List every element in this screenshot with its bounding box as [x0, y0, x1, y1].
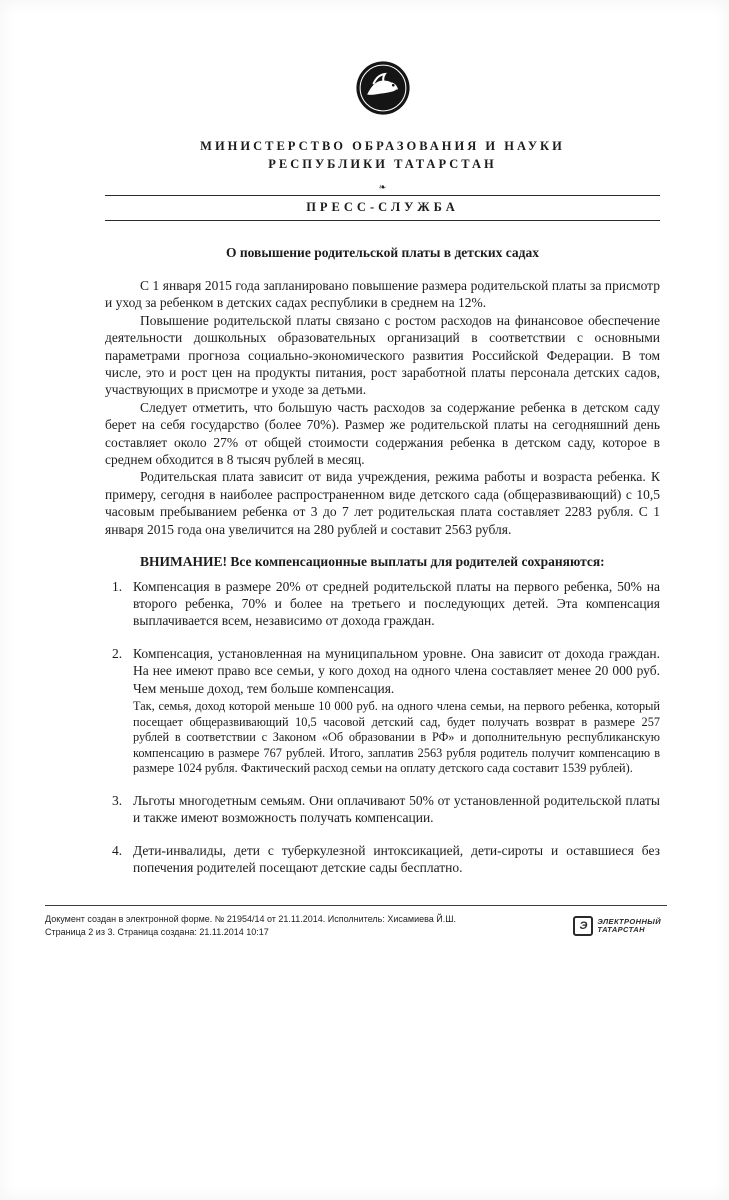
page-title: О повышение родительской платы в детских садах — [225, 245, 539, 260]
logo-text — [597, 918, 661, 935]
tatarstan-emblem-icon — [355, 60, 411, 116]
logo-line-1: ЭЛЕКТРОННЫЙ — [597, 916, 661, 926]
ministry-line-2: РЕСПУБЛИКИ ТАТАРСТАН — [268, 157, 497, 171]
logo-line-2: ТАТАРСТАН — [597, 925, 645, 934]
list-item-text: Компенсация, установленная на муниципальном уровне. Она зависит от дохода граждан. На нее имеют право все семьи, у кого доход на одного члена составляет менее 20 000 руб. Чем меньше доход, тем больше компенсация. — [133, 645, 660, 696]
attention-heading: ВНИМАНИЕ! Все компенсационные выплаты для родителей сохраняются: — [140, 554, 605, 570]
footer-line-1: Документ создан в электронной форме. № 21954/14 от 21.11.2014. Исполнитель: Хисамиева Й.Ш. — [45, 914, 457, 924]
list-item-text: Дети-инвалиды, дети с туберкулезной интоксикацией, дети-сироты и оставшиеся без попечения родителей посещают детские сады бесплатно. — [133, 842, 660, 876]
list-number: 4. — [112, 842, 123, 858]
body-paragraph: Следует отметить, что большую часть расходов за содержание ребенка в детском саду берет на себя государство (более 70%). Размер же родительской платы на сегодняшний день составляет около 27% от общей стоимости содержания ребенка в детском саду, которое в среднем обходится в 8 тысяч рублей в месяц. — [105, 399, 660, 468]
list-item — [105, 645, 660, 777]
ministry-line-1: МИНИСТЕРСТВО ОБРАЗОВАНИЯ И НАУКИ — [200, 139, 565, 153]
body-paragraph: Родительская плата зависит от вида учреждения, режима работы и возраста ребенка. К примеру, сегодня в наиболее распространенном виде детского сада (общеразвивающий) с 10,5 часовым пребыванием ребенка от 3 до 7 лет родительская плата составляет 2283 рубля. С 1 января 2015 года она увеличится на 280 рублей и составит 2563 рубля. — [105, 469, 660, 537]
list-item — [105, 578, 660, 630]
press-service-label: ПРЕСС-СЛУЖБА — [306, 200, 459, 214]
footer-text — [45, 913, 475, 938]
list-number: 1. — [112, 578, 123, 594]
ornament-icon: ❧ — [378, 182, 387, 192]
press-service-banner — [105, 195, 660, 221]
emblem-container — [105, 60, 660, 121]
ministry-name — [105, 137, 660, 173]
list-item — [105, 842, 660, 877]
list-item — [105, 792, 660, 827]
list-number: 3. — [112, 792, 123, 808]
body-paragraph: Повышение родительской платы связано с ростом расходов на финансовое обеспечение деятельности дошкольных образовательных организаций в соответствии с основными параметрами прогноза социально-экономического развития Российской Федерации. В том числе, это и рост цен на продукты питания, рост заработной платы персонала детских садов, участвующих в присмотре и уходе за детьми. — [105, 312, 660, 398]
list-item-note: Так, семья, доход которой меньше 10 000 руб. на одного члена семьи, на первого ребенка, который посещает общеразвивающий 10,5 часовой детский сад, будет получать возврат в размере 257 рублей в соответствии с Законом «Об образовании в РФ» и дополнительную республиканскую компенсацию в размере 767 рублей. Итого, заплатив 2563 рубля родитель получит компенсацию в размере 1024 рубля. Фактический расход семьи на оплату детского сада составит 1539 рублей). — [133, 698, 660, 776]
compensation-list — [105, 578, 660, 877]
document-footer — [45, 905, 667, 938]
logo-icon: Э — [573, 916, 593, 936]
list-number: 2. — [112, 645, 123, 661]
body-paragraph: С 1 января 2015 года запланировано повышение размера родительской платы за присмотр и уход за ребенком в детских садах республики в среднем на 12%. — [105, 278, 660, 311]
list-item-text: Компенсация в размере 20% от средней родительской платы на первого ребенка, 50% на второго ребенка, 70% и более на третьего и последующих детей. Эта компенсация выплачивается всем, независимо от дохода граждан. — [133, 578, 660, 629]
electronic-tatarstan-logo — [573, 916, 661, 936]
list-item-text: Льготы многодетным семьям. Они оплачивают 50% от установленной родительской платы и также имеют возможность получать компенсации. — [133, 792, 660, 826]
footer-line-2: Страница 2 из 3. Страница создана: 21.11.2014 10:17 — [45, 926, 269, 937]
